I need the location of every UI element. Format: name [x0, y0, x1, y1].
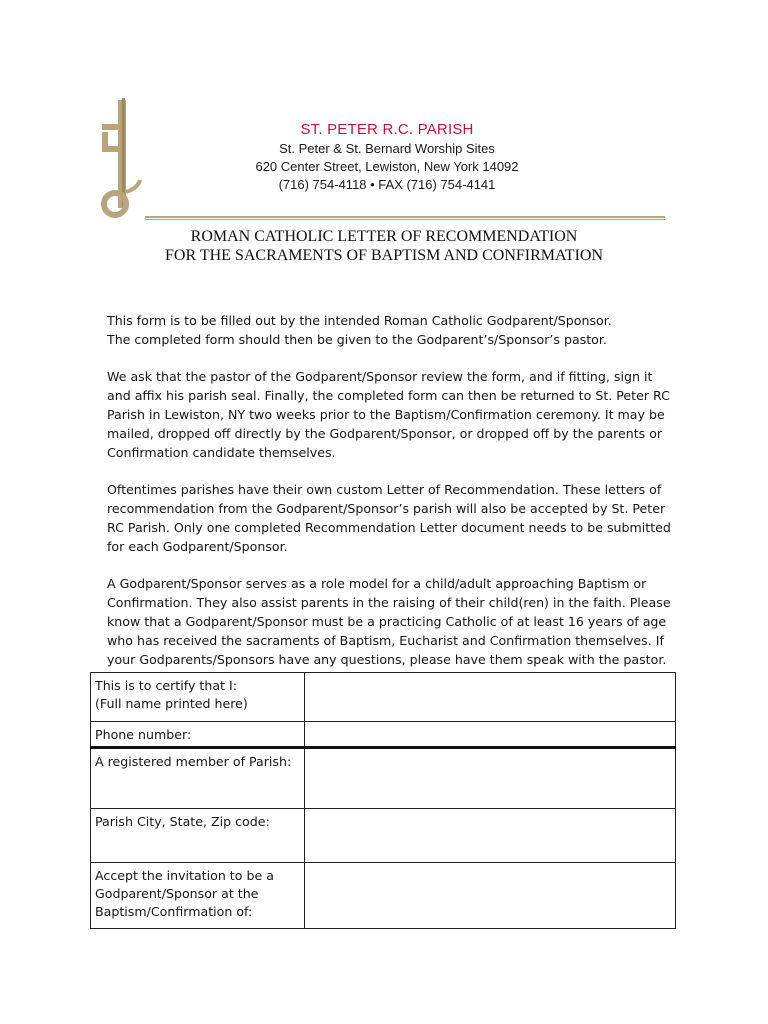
parish-phone-fax: (716) 754-4118 • FAX (716) 754-4141 [278, 177, 496, 192]
parish-name: ST. PETER R.C. PARISH [300, 121, 474, 138]
paragraph-custom-letters: Oftentimes parishes have their own custom Letter of Recommendation. These letters of recommendation from the Godparent/Sponsor’s parish will also be accepted by St. Peter RC Parish. Only one completed Recommendation Letter document needs to be submitted for each Godparent/Sponsor. [107, 482, 671, 554]
paragraph-godparent-role: A Godparent/Sponsor serves as a role model for a child/adult approaching Baptism or Confirmation. They also assist parents in the raising of their child(ren) in the faith. Please know that a Godparent/Sponsor must be a practicing Catholic of at least 16 years of age who has received the sacraments of Baptism, Eucharist and Confirmation themselves. If your Godparents/Sponsors have any questions, please have them speak with the pastor. [107, 576, 671, 667]
full-name-label [91, 673, 305, 722]
form-row-parish [91, 748, 676, 809]
invitation-field[interactable] [305, 863, 676, 929]
certify-label: This is to certify that I: [95, 678, 237, 693]
document-title [0, 227, 768, 265]
form-row-city [91, 809, 676, 863]
letterhead [92, 96, 676, 236]
instructions-body [107, 311, 672, 687]
full-name-hint: (Full name printed here) [95, 696, 248, 711]
paragraph-intro [107, 311, 672, 349]
recommendation-form-table [90, 672, 676, 929]
full-name-field[interactable] [305, 673, 676, 722]
invitation-label [91, 863, 305, 929]
paragraph-pastor-review: We ask that the pastor of the Godparent/Sponsor review the form, and if fitting, sign it and affix his parish seal. Finally, the completed form can then be returned to St. Peter RC Parish in Lewiston, NY two weeks prior to the Baptism/Confirmation ceremony. It may be mailed, dropped off directly by the Godparent/Sponsor, or dropped off by the parents or Confirmation candidate themselves. [107, 369, 670, 460]
intro-line-2: The completed form should then be given to the Godparent’s/Sponsor’s pastor. [107, 332, 607, 347]
parish-city-label: Parish City, State, Zip code: [91, 809, 305, 863]
form-row-full-name [91, 673, 676, 722]
parish-address: 620 Center Street, Lewiston, New York 14092 [255, 159, 519, 174]
letterhead-divider [145, 216, 665, 220]
phone-field[interactable] [305, 722, 676, 748]
invite-line-3: Baptism/Confirmation of: [95, 904, 253, 919]
keys-icon [92, 96, 142, 226]
parish-member-label: A registered member of Parish: [91, 748, 305, 809]
parish-member-field[interactable] [305, 748, 676, 809]
form-row-phone [91, 722, 676, 748]
title-line-2: FOR THE SACRAMENTS OF BAPTISM AND CONFIRMATION [165, 247, 603, 264]
title-line-1: ROMAN CATHOLIC LETTER OF RECOMMENDATION [190, 228, 578, 245]
phone-label: Phone number: [91, 722, 305, 748]
form-row-invitation [91, 863, 676, 929]
intro-line-1: This form is to be filled out by the intended Roman Catholic Godparent/Sponsor. [107, 313, 612, 328]
invite-line-2: Godparent/Sponsor at the [95, 886, 259, 901]
invite-line-1: Accept the invitation to be a [95, 868, 274, 883]
parish-city-field[interactable] [305, 809, 676, 863]
worship-sites: St. Peter & St. Bernard Worship Sites [279, 141, 495, 156]
